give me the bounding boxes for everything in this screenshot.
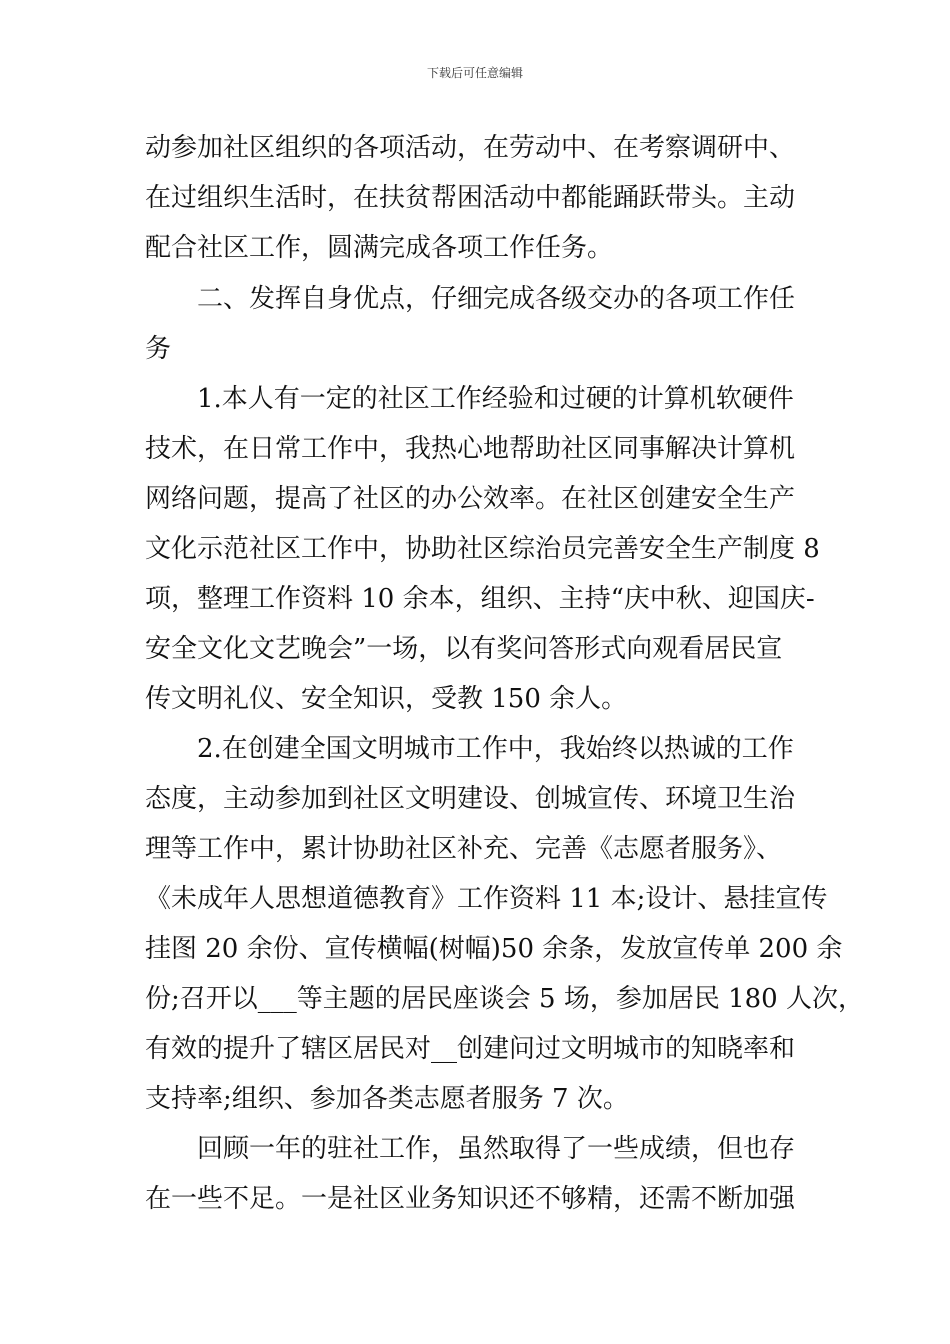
- text-line: 态度，主动参加到社区文明建设、创城宣传、环境卫生治: [145, 784, 796, 814]
- text-line: 技术，在日常工作中，我热心地帮助社区同事解决计算机: [145, 434, 796, 464]
- text-line: 在过组织生活时，在扶贫帮困活动中都能踊跃带头。主动: [145, 183, 796, 213]
- text-line: 挂图 20 余份、宣传横幅(树幅)50 余条，发放宣传单 200 余: [145, 934, 843, 964]
- text-line: 2.在创建全国文明城市工作中，我始终以热诚的工作: [197, 734, 794, 764]
- text-line: 1.本人有一定的社区工作经验和过硬的计算机软硬件: [197, 384, 794, 414]
- text-line: 份;召开以___等主题的居民座谈会 5 场，参加居民 180 人次，: [145, 984, 864, 1014]
- text-line: 文化示范社区工作中，协助社区综治员完善安全生产制度 8: [145, 534, 820, 564]
- page-header: 下载后可任意编辑: [426, 66, 523, 80]
- section-heading: 二、发挥自身优点，仔细完成各级交办的各项工作任: [197, 284, 796, 314]
- text-line: 理等工作中，累计协助社区补充、完善《志愿者服务》、: [145, 834, 783, 864]
- text-line: 网络问题，提高了社区的办公效率。在社区创建安全生产: [145, 484, 796, 514]
- text-line: 回顾一年的驻社工作，虽然取得了一些成绩，但也存: [197, 1134, 796, 1164]
- text-line: 安全文化文艺晚会”一场，以有奖问答形式向观看居民宣: [145, 634, 783, 664]
- text-line: 项，整理工作资料 10 余本，组织、主持“庆中秋、迎国庆-: [145, 584, 815, 614]
- text-line: 《未成年人思想道德教育》工作资料 11 本;设计、悬挂宣传: [145, 884, 828, 914]
- text-line: 有效的提升了辖区居民对__创建问过文明城市的知晓率和: [145, 1034, 796, 1064]
- text-line: 在一些不足。一是社区业务知识还不够精，还需不断加强: [145, 1184, 796, 1214]
- text-line: 配合社区工作，圆满完成各项工作任务。: [145, 233, 614, 263]
- text-line: 动参加社区组织的各项活动，在劳动中、在考察调研中、: [145, 133, 796, 163]
- section-heading: 务: [145, 334, 172, 364]
- text-line: 支持率;组织、参加各类志愿者服务 7 次。: [145, 1084, 629, 1114]
- text-line: 传文明礼仪、安全知识，受教 150 余人。: [145, 684, 628, 714]
